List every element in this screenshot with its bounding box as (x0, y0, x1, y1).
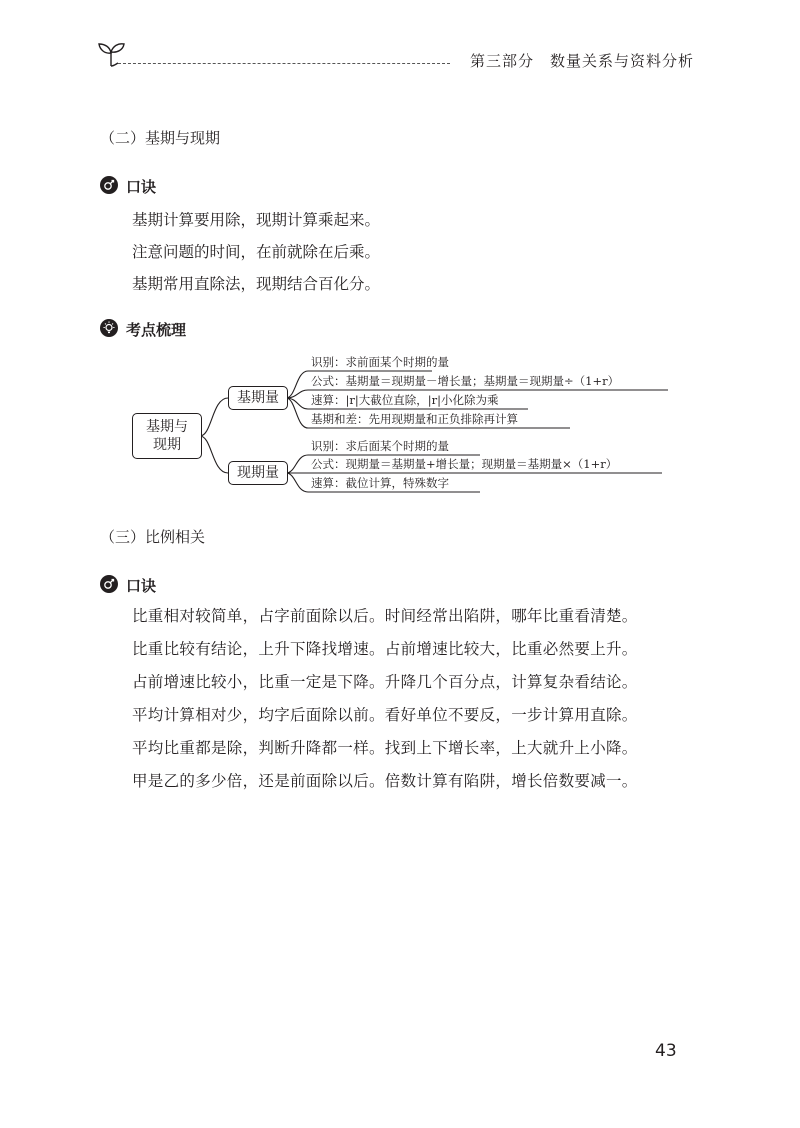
header-chapter-title: 数量关系与资料分析 (550, 52, 695, 70)
mnemonic-line: 甲是乙的多少倍，还是前面除以后。倍数计算有陷阱，增长倍数要减一。 (132, 772, 638, 790)
current-identify-item: 识别：求后面某个时期的量 (311, 439, 449, 453)
mnemonic-icon (100, 575, 118, 593)
mnemonic-heading (100, 575, 156, 596)
mnemonic-heading (100, 176, 156, 197)
mnemonic-line: 注意问题的时间，在前就除在后乘。 (132, 243, 381, 261)
mnemonic-heading-label: 口诀 (126, 178, 157, 196)
mnemonic-line: 比重比较有结论，上升下降找增速。占前增速比较大，比重必然要上升。 (132, 640, 638, 658)
section-title-proportion: （三）比例相关 (100, 528, 206, 546)
running-header (470, 50, 694, 71)
mnemonic-heading-label: 口诀 (126, 577, 157, 595)
mnemonic-icon (100, 176, 118, 194)
mnemonic-line: 基期计算要用除，现期计算乘起来。 (132, 211, 381, 229)
current-formula-item: 公式：现期量＝基期量+增长量；现期量＝基期量×（1+r） (311, 457, 618, 471)
current-quick-calc-item: 速算：截位计算，特殊数字 (311, 476, 449, 490)
root-node-label: 基期与现期 (146, 419, 188, 453)
base-sum-diff-item: 基期和差：先用现期量和正负排除再计算 (311, 412, 518, 426)
mnemonic-line: 占前增速比较小，比重一定是下降。升降几个百分点，计算复杂看结论。 (132, 673, 638, 691)
base-formula-item: 公式：基期量＝现期量－增长量；基期量＝现期量÷（1+r） (311, 374, 620, 388)
lightbulb-icon (100, 319, 118, 337)
header-part: 第三部分 (470, 52, 535, 70)
base-quick-calc-item: 速算：|r|大截位直除，|r|小化除为乘 (311, 393, 499, 407)
base-current-mind-map (120, 340, 700, 510)
key-points-heading (100, 319, 186, 340)
current-period-node: 现期量 (228, 461, 288, 485)
header-divider (118, 63, 450, 64)
section-title-base-current: （二）基期与现期 (100, 129, 221, 147)
key-points-heading-label: 考点梳理 (126, 321, 187, 339)
root-node (132, 413, 202, 459)
base-identify-item: 识别：求前面某个时期的量 (311, 355, 449, 369)
mnemonic-line: 平均计算相对少，均字后面除以前。看好单位不要反，一步计算用直除。 (132, 706, 638, 724)
page-number: 43 (655, 1041, 677, 1061)
base-period-node: 基期量 (228, 386, 288, 410)
mnemonic-line: 基期常用直除法，现期结合百化分。 (132, 275, 381, 293)
mnemonic-line: 比重相对较简单，占字前面除以后。时间经常出陷阱，哪年比重看清楚。 (132, 607, 638, 625)
mnemonic-line: 平均比重都是除，判断升降都一样。找到上下增长率，上大就升上小降。 (132, 739, 638, 757)
